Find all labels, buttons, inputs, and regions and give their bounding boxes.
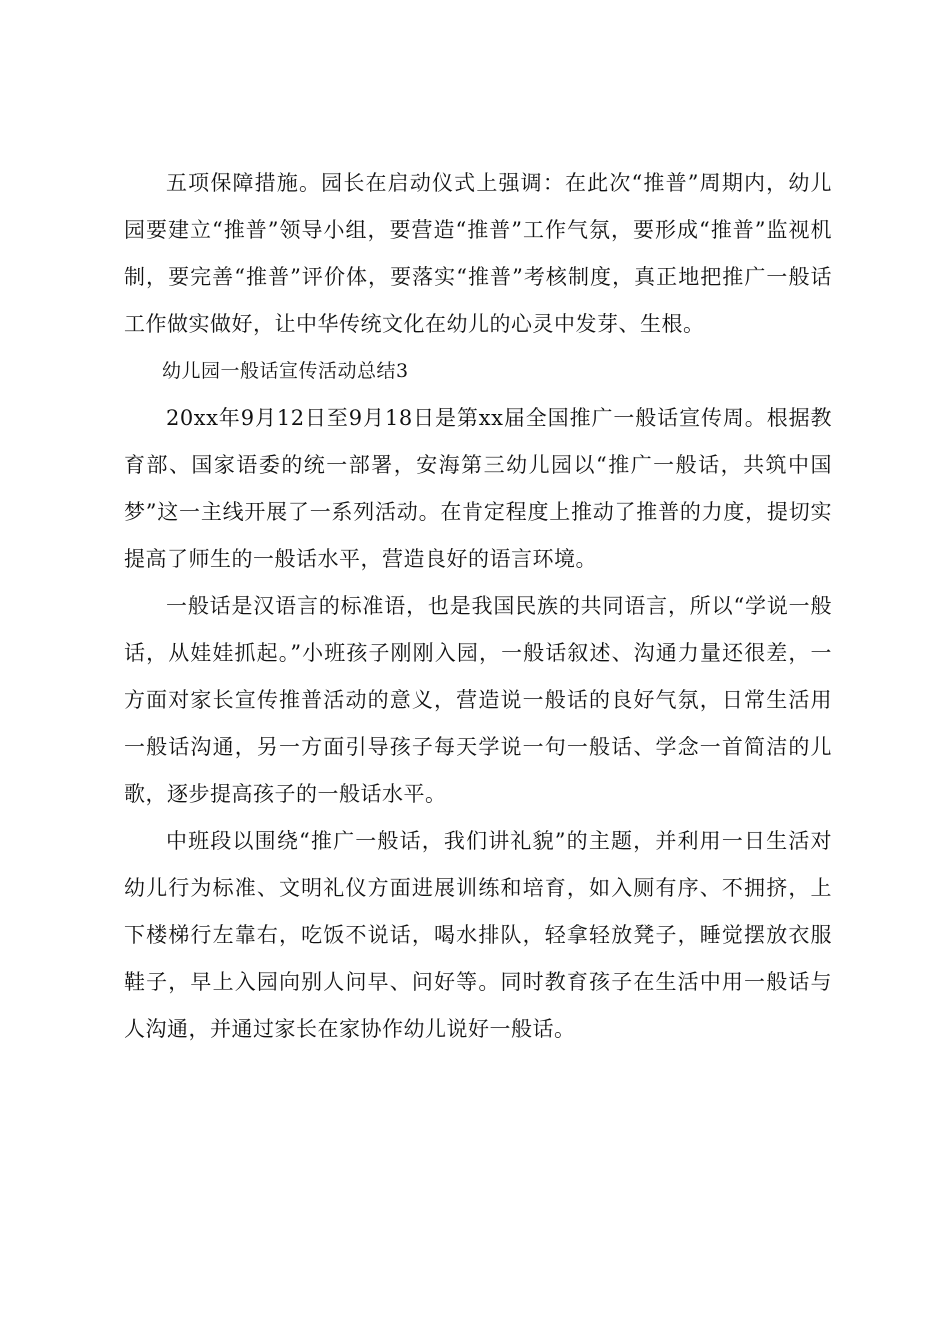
paragraph-middle-class: 中班段以围绕“推广一般话，我们讲礼貌”的主题，并利用一日生活对幼儿行为标准、文明礼仪方面进展训练和培育，如入厕有序、不拥挤，上下楼梯行左靠右，吃饭不说话，喝水排队，轻拿轻放凳子，睡觉摆放衣服鞋子，早上入园向别人问早、问好等。同时教育孩子在生活中用一般话与人沟通，并通过家长在家协作幼儿说好一般话。 bbox=[124, 829, 832, 1041]
section-heading: 幼儿园一般话宣传活动总结3 bbox=[162, 360, 409, 382]
paragraph-small-class: 一般话是汉语言的标准语，也是我国民族的共同语言，所以“学说一般话，从娃娃抓起。”小班孩子刚刚入园，一般话叙述、沟通力量还很差，一方面对家长宣传推普活动的意义，营造说一般话的良好气氛，日常生活用一般话沟通，另一方面引导孩子每天学说一句一般话、学念一首简洁的儿歌，逐步提高孩子的一般话水平。 bbox=[124, 594, 832, 806]
paragraph-safeguard-measures: 五项保障措施。园长在启动仪式上强调：在此次“推普”周期内，幼儿园要建立“推普”领导小组，要营造“推普”工作气氛，要形成“推普”监视机制，要完善“推普”评价体，要落实“推普”考核制度，真正地把推广一般话工作做实做好，让中华传统文化在幼儿的心灵中发芽、生根。 bbox=[124, 171, 832, 336]
paragraph-promotion-week: 20xx年9月12日至9月18日是第xx届全国推广一般话宣传周。根据教育部、国家语委的统一部署，安海第三幼儿园以“推广一般话，共筑中国梦”这一主线开展了一系列活动。在肯定程度上推动了推普的力度，提切实提高了师生的一般话水平，营造良好的语言环境。 bbox=[124, 406, 832, 571]
document-body bbox=[124, 160, 832, 1053]
